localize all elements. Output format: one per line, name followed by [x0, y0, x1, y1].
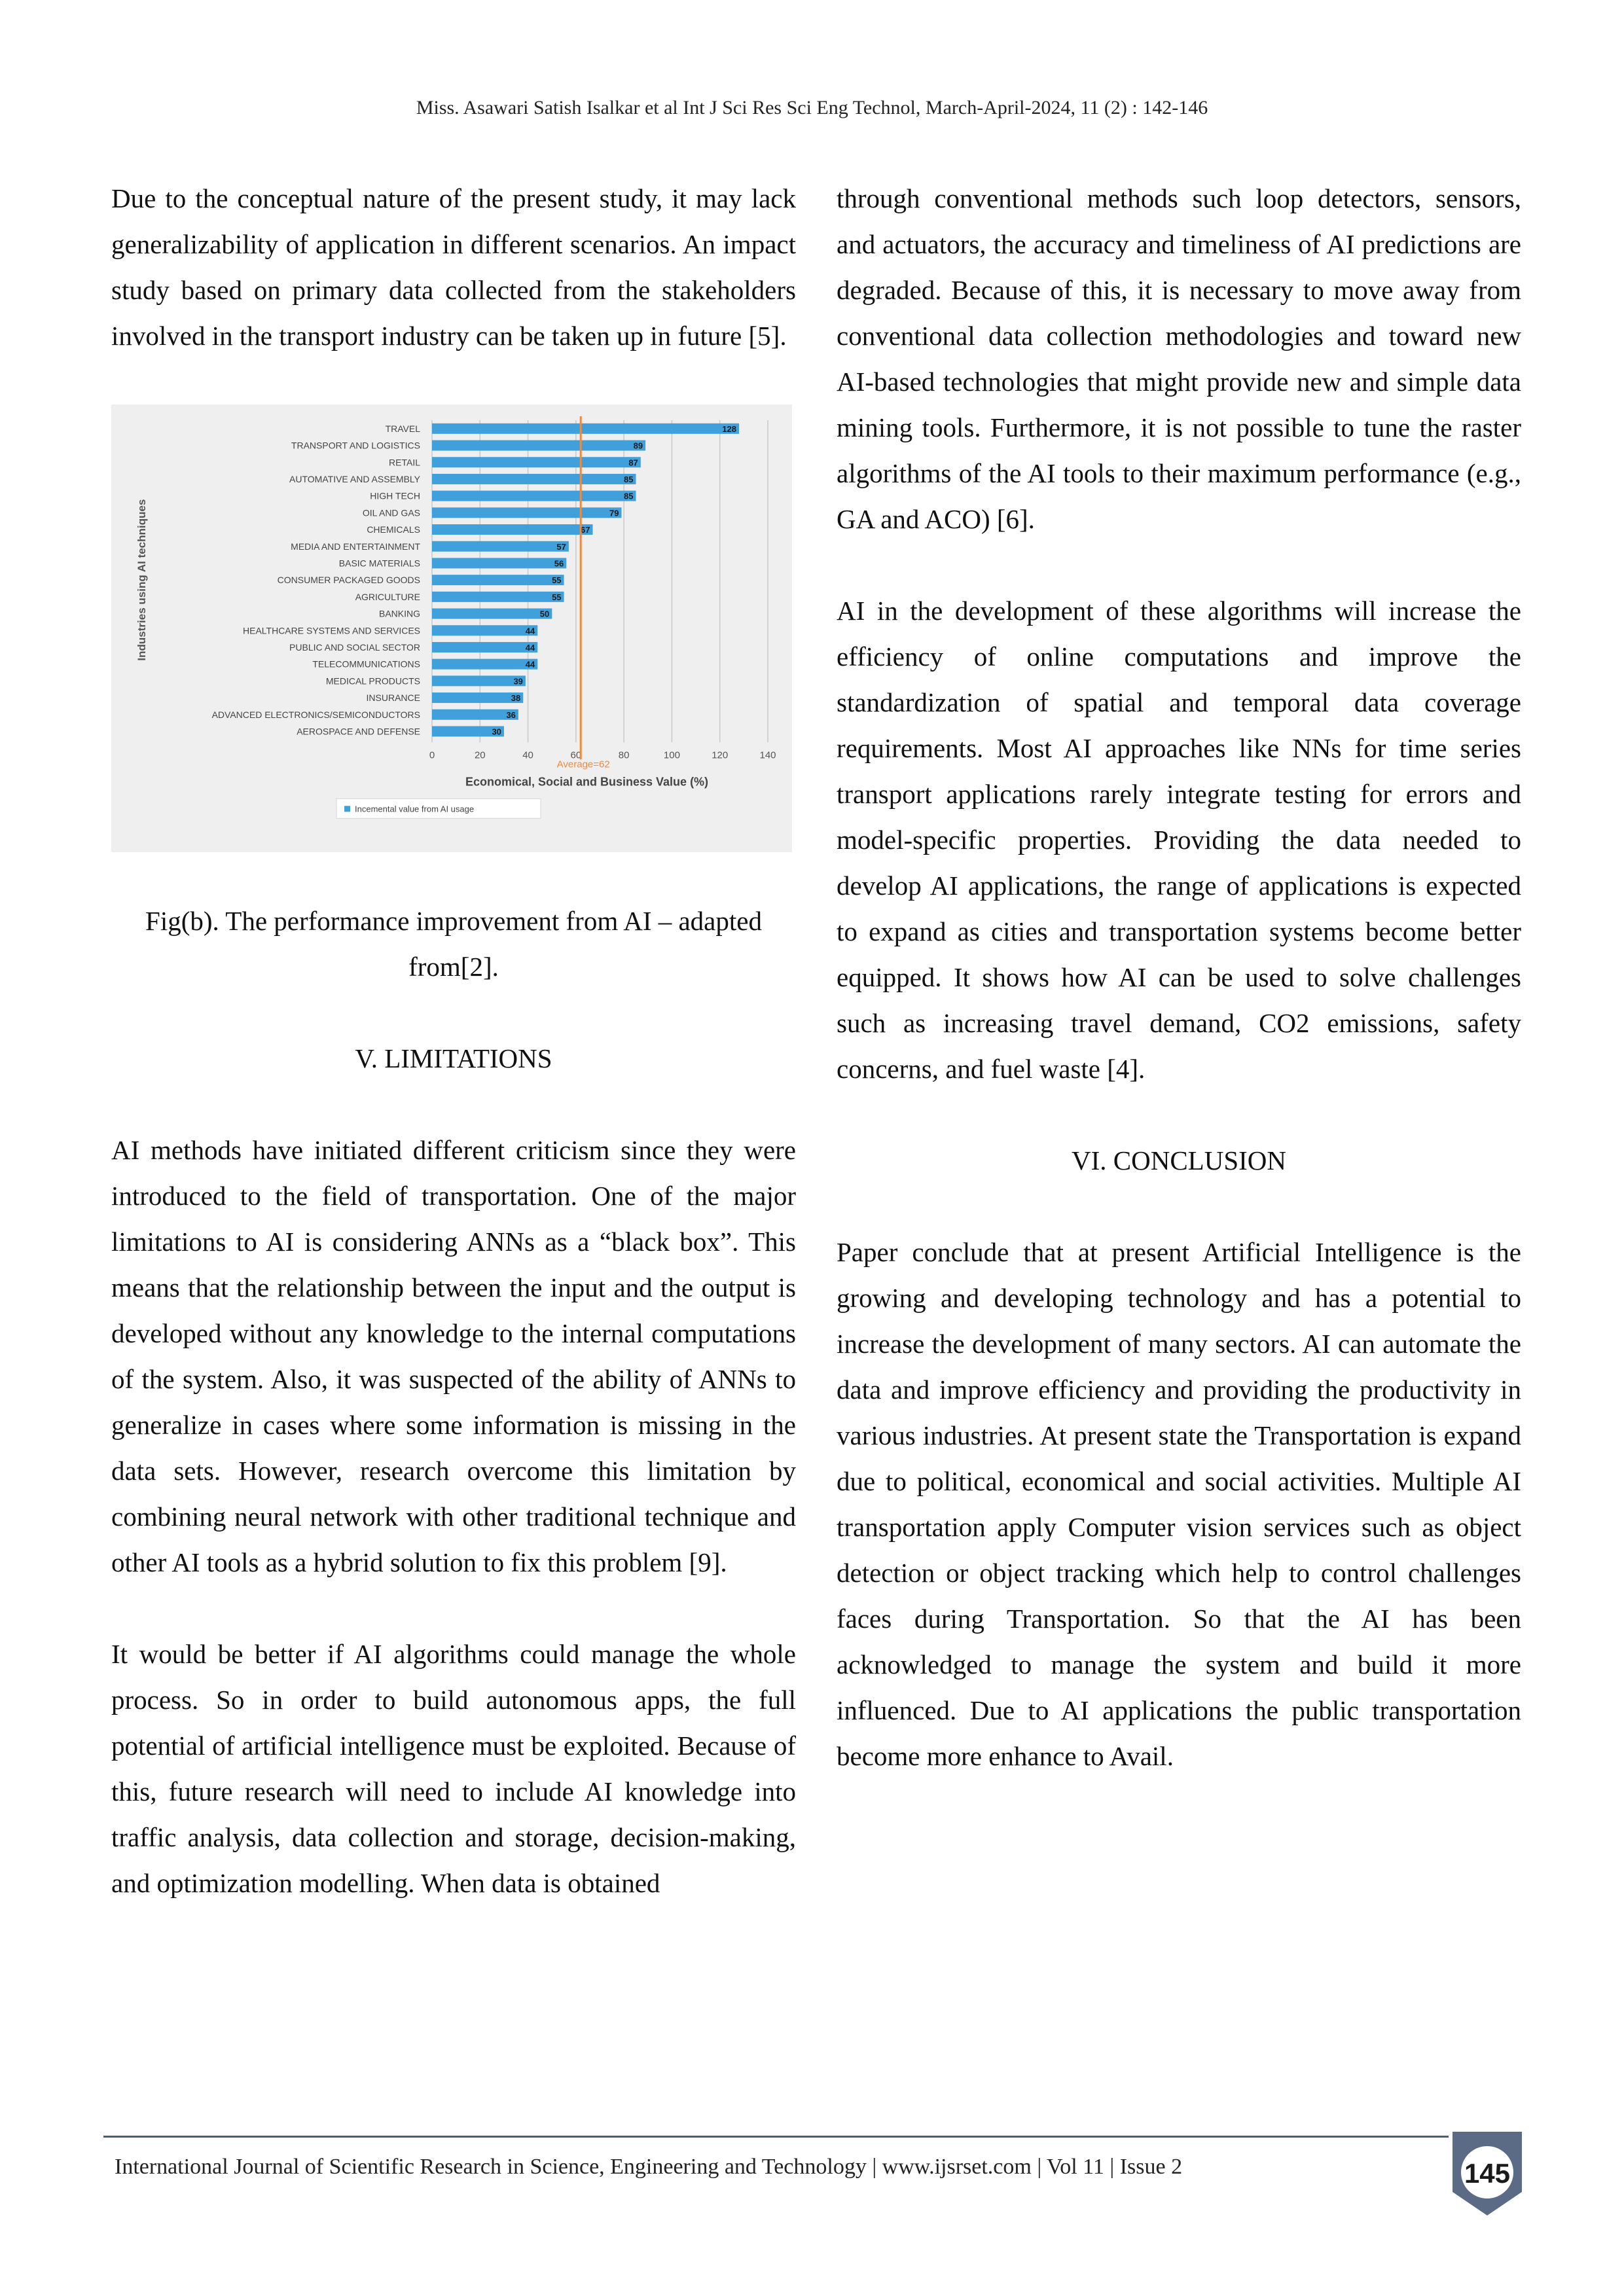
category-label: AGRICULTURE: [355, 591, 420, 602]
category-label: CHEMICALS: [367, 524, 420, 535]
bar: [432, 692, 523, 703]
bar: [432, 524, 593, 535]
paragraph: Due to the conceptual nature of the present study, it may lack generalizability of application in different scenarios. An impact study based on primary data collected from the stakeholders involved in the transport industry can be taken up in future [5].: [111, 183, 796, 351]
legend-label: Incemental value from AI usage: [355, 804, 475, 814]
bar-value-label: 56: [554, 558, 564, 569]
right-column: [837, 175, 1521, 1825]
category-label: MEDICAL PRODUCTS: [325, 675, 420, 687]
page-number-badge: [1449, 2132, 1526, 2217]
journal-footer: International Journal of Scientific Research in Science, Engineering and Technology | www.ijsrset.com | Vol 11 | Issue 2: [115, 2155, 1183, 2179]
paragraph: AI in the development of these algorithms will increase the efficiency of online computations and improve the standardization of spatial and temporal data coverage requirements. Most AI approaches like NNs for time series transport applications rarely integrate testing for errors and model-specific properties. Providing the data needed to develop AI applications, the range of applications is expected to expand as cities and transportation systems become better equipped. It shows how AI can be used to solve challenges such as increasing travel demand, CO2 emissions, safety concerns, and fuel waste [4].: [837, 596, 1521, 1084]
category-label: AUTOMATIVE AND ASSEMBLY: [289, 473, 420, 484]
bar-value-label: 30: [492, 726, 501, 737]
bar-value-label: 128: [722, 423, 737, 434]
bar: [432, 423, 739, 434]
bar-value-label: 67: [581, 525, 590, 535]
page-number: 145: [1464, 2158, 1511, 2189]
bar: [432, 675, 526, 686]
x-tick-label: 20: [474, 749, 486, 761]
category-label: BANKING: [378, 608, 420, 619]
bar-value-label: 57: [556, 541, 566, 552]
paragraph: It would be better if AI algorithms could manage the whole process. So in order to build autonomous apps, the full potential of artificial intelligence must be exploited. Because of this, future research will need to include AI knowledge into traffic analysis, data collection and storage, decision-making, and optimization modelling. When data is obtained: [111, 1639, 796, 1898]
bar-value-label: 38: [511, 693, 521, 704]
bar: [432, 558, 566, 568]
category-label: RETAIL: [389, 457, 420, 468]
paragraph: Paper conclude that at present Artificial Intelligence is the growing and developing technology and has a potential to increase the development of many sectors. AI can automate the data and improve efficiency and providing the productivity in various industries. At present state the Transportation is expand due to political, economical and social activities. Multiple AI transportation apply Computer vision services such as object detection or object tracking which help to control challenges faces during Transportation. So that the AI has been acknowledged to manage the system and build it more influenced. Due to AI applications the public transportation become more enhance to Avail.: [837, 1237, 1521, 1771]
section-heading: V. LIMITATIONS: [355, 1043, 552, 1073]
category-label: ADVANCED ELECTRONICS/SEMICONDUCTORS: [211, 709, 420, 720]
y-axis-title: Industries using AI techniques: [135, 499, 148, 661]
left-column: [111, 175, 796, 1906]
bar: [432, 609, 552, 619]
category-label: HEALTHCARE SYSTEMS AND SERVICES: [243, 625, 420, 636]
x-tick-label: 140: [759, 749, 776, 761]
average-label: Average=62: [556, 759, 610, 770]
bar-value-label: 44: [525, 659, 535, 670]
bar-value-label: 85: [623, 474, 634, 484]
bar: [432, 575, 564, 585]
bar: [432, 709, 518, 720]
bar-value-label: 79: [609, 508, 619, 518]
category-label: OIL AND GAS: [362, 507, 420, 518]
category-label: HIGH TECH: [370, 490, 420, 501]
footer-rule: [103, 2136, 1449, 2138]
x-tick-label: 60: [570, 749, 582, 761]
bar-value-label: 55: [552, 575, 562, 586]
x-tick-label: 0: [429, 749, 435, 761]
bar-chart: [111, 404, 792, 852]
section-heading: VI. CONCLUSION: [1072, 1145, 1286, 1175]
bar-value-label: 39: [513, 676, 523, 687]
bar-value-label: 36: [506, 709, 516, 720]
x-tick-label: 120: [712, 749, 729, 761]
bar: [432, 659, 537, 670]
bar-value-label: 87: [628, 457, 638, 468]
bar-value-label: 50: [539, 609, 550, 619]
category-label: AEROSPACE AND DEFENSE: [297, 726, 420, 737]
bar-value-label: 44: [525, 642, 535, 653]
figure-caption: Fig(b). The performance improvement from AI – adapted from[2].: [145, 906, 762, 982]
bar: [432, 592, 564, 602]
bar: [432, 474, 636, 484]
legend-swatch: [344, 806, 350, 812]
category-label: TRANSPORT AND LOGISTICS: [291, 440, 420, 451]
bar: [432, 642, 537, 653]
bar-value-label: 89: [633, 440, 643, 451]
category-label: PUBLIC AND SOCIAL SECTOR: [289, 641, 420, 653]
paragraph: through conventional methods such loop detectors, sensors, and actuators, the accuracy and timeliness of AI predictions are degraded. Because of this, it is necessary to move away from conventional data collection methodologies and toward new AI-based technologies that might provide new and simple data mining tools. Furthermore, it is not possible to tune the raster algorithms of the AI tools to their maximum performance (e.g., GA and ACO) [6].: [837, 183, 1521, 534]
bar-value-label: 85: [623, 491, 634, 501]
bar: [432, 491, 636, 501]
x-tick-label: 80: [618, 749, 630, 761]
x-tick-label: 100: [663, 749, 680, 761]
bar: [432, 507, 621, 518]
category-label: BASIC MATERIALS: [338, 558, 420, 569]
bar: [432, 541, 569, 552]
category-label: INSURANCE: [366, 692, 420, 704]
category-label: TRAVEL: [385, 423, 420, 434]
category-label: TELECOMMUNICATIONS: [312, 658, 420, 670]
x-axis-title: Economical, Social and Business Value (%): [465, 775, 709, 789]
figure-chart: [111, 404, 792, 852]
bar: [432, 625, 537, 636]
running-header: Miss. Asawari Satish Isalkar et al Int J Sci Res Sci Eng Technol, March-April-2024, 11 (2) : 142-146: [416, 97, 1208, 118]
category-label: CONSUMER PACKAGED GOODS: [277, 575, 420, 586]
bar-value-label: 55: [552, 592, 562, 602]
bar: [432, 457, 641, 467]
x-tick-label: 40: [522, 749, 533, 761]
paragraph: AI methods have initiated different criticism since they were introduced to the field of transportation. One of the major limitations to AI is considering ANNs as a “black box”. This means that the relationship between the input and the output is developed without any knowledge to the internal computations of the system. Also, it was suspected of the ability of ANNs to generalize in cases where some information is missing in the data sets. However, research overcome this limitation by combining neural network with other traditional technique and other AI tools as a hybrid solution to fix this problem [9].: [111, 1135, 796, 1577]
category-label: MEDIA AND ENTERTAINMENT: [291, 541, 420, 552]
bar: [432, 440, 645, 451]
bar-value-label: 44: [525, 626, 535, 636]
